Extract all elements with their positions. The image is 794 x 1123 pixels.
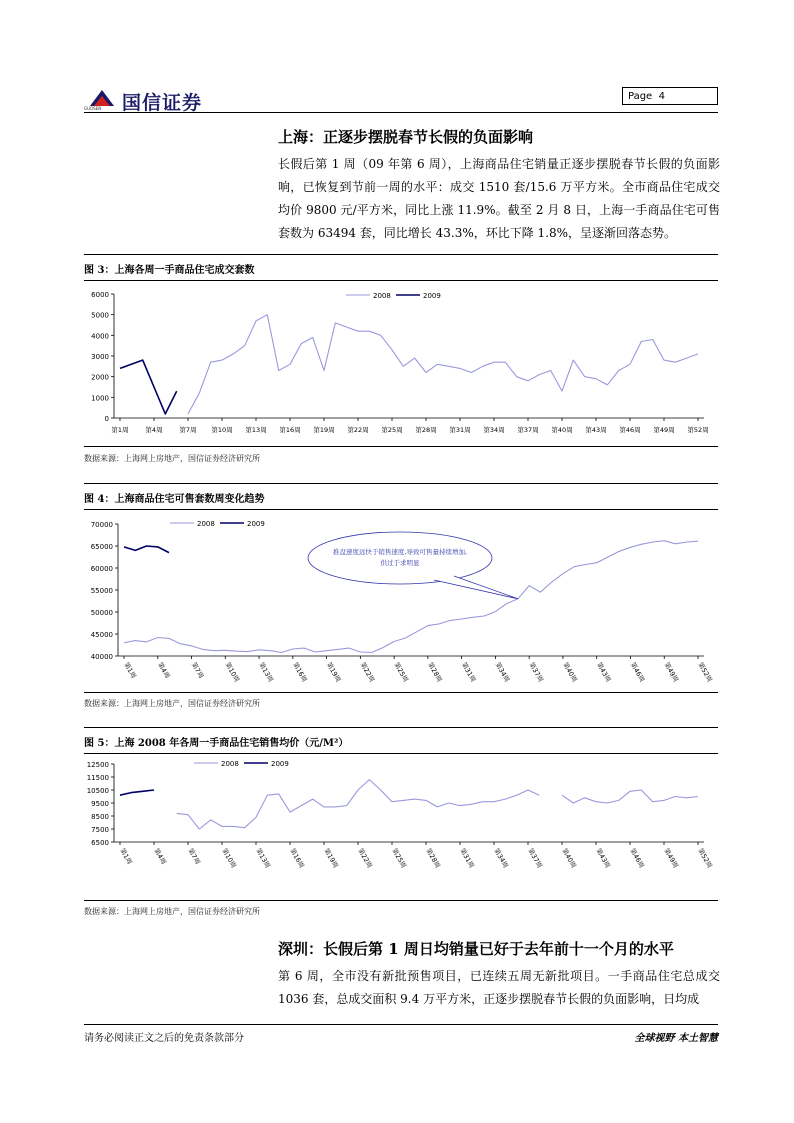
footer-disclaimer: 请务必阅读正文之后的免责条款部分 [84,1033,244,1044]
x-tick-label: 第28周 [426,661,444,684]
x-tick-label: 第52周 [696,661,714,684]
y-tick-label: 9500 [91,800,109,808]
x-tick-label: 第10周 [211,426,233,434]
x-tick-label: 第31周 [449,426,471,434]
x-tick-label: 第4周 [156,661,172,680]
x-tick-label: 第28周 [424,847,442,870]
legend-label-2008: 2008 [373,292,391,300]
legend-label-2009: 2009 [271,760,289,768]
x-tick-label: 第40周 [560,847,578,870]
x-tick-label: 第40周 [561,661,579,684]
y-tick-label: 10500 [86,787,109,795]
x-tick-label: 第25周 [392,661,410,684]
series-line-2009 [124,546,169,553]
x-tick-label: 第22周 [356,847,374,870]
y-tick-label: 65000 [90,543,113,551]
x-tick-label: 第46周 [628,661,647,684]
fig3-bottom-rule [84,446,718,447]
footer-rule [84,1024,718,1025]
y-tick-label: 2000 [91,373,109,382]
fig5-bottom-rule [84,900,718,901]
page-label: Page [628,91,653,102]
page-number-box [622,87,718,105]
x-tick-label: 第37周 [517,426,539,434]
fig3-title-rule [84,280,718,281]
fig3-top-rule [84,254,718,255]
fig4-title-rule [84,509,718,510]
callout-text-line2: 供过于求明显 [380,559,420,567]
header-rule [84,112,718,113]
fig3-source: 数据来源：上海网上房地产，国信证券经济研究所 [84,454,260,463]
section-title-shanghai: 上海：正逐步摆脱春节长假的负面影响 [278,128,534,146]
logo-subtitle: GUOSEN [84,106,102,111]
x-tick-label: 第52周 [696,847,714,870]
x-tick-label: 第16周 [288,847,306,870]
page-number: 4 [658,91,665,102]
x-tick-label: 第46周 [619,426,641,434]
y-tick-label: 55000 [90,587,113,595]
x-tick-label: 第49周 [662,661,681,684]
x-tick-label: 第40周 [551,426,573,434]
y-tick-label: 4000 [91,332,109,341]
x-tick-label: 第19周 [322,847,340,870]
x-tick-label: 第22周 [347,426,369,434]
paragraph-shanghai: 长假后第 1 周（09 年第 6 周），上海商品住宅销量正逐步摆脱春节长假的负面影响，已恢复到节前一周的水平：成交 1510 套/15.6 万平方米。全市商品住宅成交均价 9800 元/平方米，同比上涨 11.9%。截至 2 月 8 日，上海一手商品住宅可售套数为 63494 套，同比增长 43.3%，环比下降 1.8%，呈逐渐回落态势。 [278,157,720,240]
fig3-chart [84,284,718,444]
x-tick-label: 第13周 [257,661,275,684]
y-tick-label: 70000 [90,521,113,529]
legend-label-2009: 2009 [423,292,441,300]
series-line-2009 [120,360,177,414]
series-line-2008 [188,315,698,414]
x-tick-label: 第10周 [223,661,242,684]
paragraph-shenzhen: 第 6 周，全市没有新批预售项目，已连续五周无新批项目。一手商品住宅总成交 1036 套，总成交面积 9.4 万平方米，正逐步摆脱春节长假的负面影响，日均成 [278,969,720,1006]
x-tick-label: 第31周 [458,847,476,870]
footer-slogan: 全球视野 本土智慧 [634,1033,718,1044]
fig5-title-rule [84,753,718,754]
x-tick-label: 第43周 [585,426,607,434]
x-tick-label: 第22周 [358,661,377,684]
x-tick-label: 第37周 [526,847,544,870]
y-tick-label: 5000 [91,311,109,320]
x-tick-label: 第16周 [291,661,309,684]
x-tick-label: 第1周 [111,426,129,434]
x-tick-label: 第34周 [492,847,510,870]
callout-text-line1: 推盘速度远快于销售速度,导致可售量持续增加, [332,548,468,556]
callout-pointer [434,576,518,599]
y-tick-label: 45000 [90,631,113,639]
fig4-source: 数据来源：上海网上房地产，国信证券经济研究所 [84,699,260,708]
fig5-source: 数据来源：上海网上房地产，国信证券经济研究所 [84,907,260,916]
x-tick-label: 第13周 [245,426,267,434]
y-tick-label: 6500 [91,839,109,847]
x-tick-label: 第7周 [186,847,202,866]
fig5-top-rule [84,727,718,728]
series-line-2009 [120,790,154,795]
y-tick-label: 11500 [86,774,109,782]
x-tick-label: 第37周 [527,661,546,684]
fig5-chart [84,756,718,900]
fig4-chart [84,512,718,692]
x-tick-label: 第49周 [662,847,680,870]
legend-label-2008: 2008 [221,760,239,768]
x-tick-label: 第1周 [122,661,138,680]
y-tick-label: 60000 [90,565,113,573]
fig4-top-rule [84,483,718,484]
y-tick-label: 7500 [91,826,109,834]
fig3-title: 图 3：上海各周一手商品住宅成交套数 [84,265,255,276]
fig5-title: 图 5：上海 2008 年各周一手商品住宅销售均价（元/M²） [84,738,349,749]
x-tick-label: 第1周 [118,847,134,866]
x-tick-label: 第7周 [179,426,197,434]
x-tick-label: 第34周 [493,661,512,684]
y-tick-label: 12500 [86,761,109,769]
x-tick-label: 第49周 [653,426,675,434]
y-tick-label: 0 [104,415,109,423]
x-tick-label: 第10周 [220,847,238,870]
x-tick-label: 第43周 [594,661,613,684]
x-tick-label: 第31周 [459,661,478,684]
y-tick-label: 40000 [90,653,113,661]
x-tick-label: 第19周 [324,661,343,684]
y-tick-label: 1000 [91,394,109,403]
x-tick-label: 第34周 [483,426,505,434]
x-tick-label: 第4周 [152,847,168,866]
y-tick-label: 3000 [91,353,109,361]
x-tick-label: 第19周 [313,426,335,434]
fig4-bottom-rule [84,692,718,693]
x-tick-label: 第52周 [687,426,709,434]
x-tick-label: 第25周 [390,847,408,870]
callout-bubble [308,532,492,584]
fig4-title: 图 4：上海商品住宅可售套数周变化趋势 [84,494,265,505]
series-line-2008 [177,780,698,829]
logo-text: 国信证券 [122,92,203,114]
legend-label-2009: 2009 [247,520,265,528]
y-tick-label: 6000 [91,291,109,299]
x-tick-label: 第7周 [189,661,206,680]
x-tick-label: 第13周 [254,847,272,870]
x-tick-label: 第4周 [145,426,163,434]
x-tick-label: 第43周 [594,847,612,870]
x-tick-label: 第25周 [381,426,403,434]
x-tick-label: 第46周 [628,847,646,870]
section-title-shenzhen: 深圳：长假后第 1 周日均销量已好于去年前十一个月的水平 [278,940,674,958]
y-tick-label: 8500 [91,813,109,821]
callout [308,532,518,599]
x-tick-label: 第28周 [415,426,437,434]
y-tick-label: 50000 [90,609,113,617]
legend-label-2008: 2008 [197,520,215,528]
x-tick-label: 第16周 [279,426,301,434]
